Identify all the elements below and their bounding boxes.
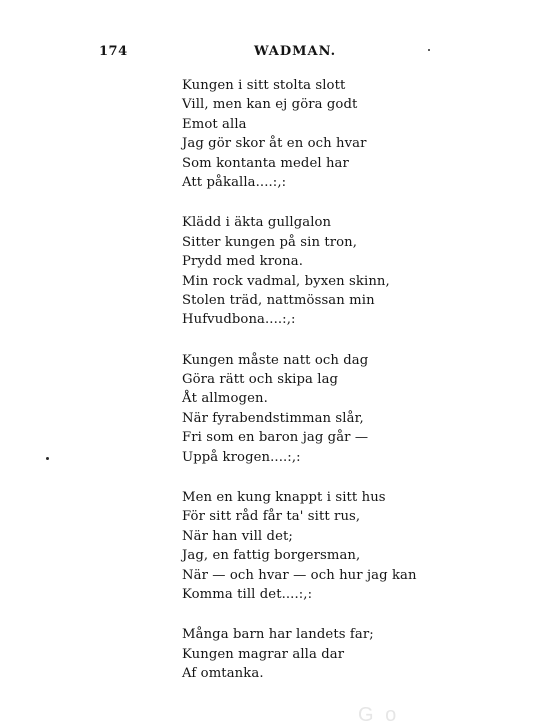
ink-speck [46,457,49,460]
poem-line: Komma till det....:,: [182,586,313,602]
stanza [182,213,482,329]
poem-line: Af omtanka. [182,666,264,682]
poem-line: När — och hvar — och hur jag kan [182,567,417,583]
poem-line: Jag, en fattig borgersman, [182,548,361,564]
stanza [182,351,482,467]
poem-line: Sitter kungen på sin tron, [182,234,358,250]
poem-line: Hufvudbona....:,: [182,312,296,328]
running-head: WADMAN. [254,44,337,59]
poem-line: För sitt råd får ta' sitt rus, [182,509,361,525]
ink-speck [428,49,430,51]
poem-line: Att påkalla....:,: [182,174,287,190]
poem-line: Klädd i äkta gullgalon [182,215,332,231]
poem-line: När fyrabendstimman slår, [182,410,364,426]
poem-line: Som kontanta medel har [182,155,349,171]
stanza [182,488,482,604]
poem-line: När han vill det; [182,528,293,544]
poem-line: Uppå krogen....:,: [182,449,301,465]
stanza [182,76,482,192]
poem-line: Göra rätt och skipa lag [182,372,339,388]
poem [182,76,482,705]
poem-line: Emot alla [182,116,247,132]
watermark: G o [358,704,400,726]
poem-line: Kungen måste natt och dag [182,352,369,368]
poem-line: Stolen träd, nattmössan min [182,292,375,308]
poem-line: Prydd med krona. [182,254,304,270]
poem-line: Vill, men kan ej göra godt [182,97,358,113]
poem-line: Min rock vadmal, byxen skinn, [182,273,390,289]
poem-line: Åt allmogen. [182,391,268,407]
page-number: 174 [99,44,128,59]
poem-line: Men en kung knappt i sitt hus [182,490,386,506]
stanza [182,625,482,683]
poem-line: Jag gör skor åt en och hvar [182,136,367,152]
poem-line: Fri som en baron jag går — [182,430,369,446]
poem-line: Kungen magrar alla dar [182,646,345,662]
poem-line: Kungen i sitt stolta slott [182,78,346,93]
poem-line: Många barn har landets far; [182,627,374,643]
